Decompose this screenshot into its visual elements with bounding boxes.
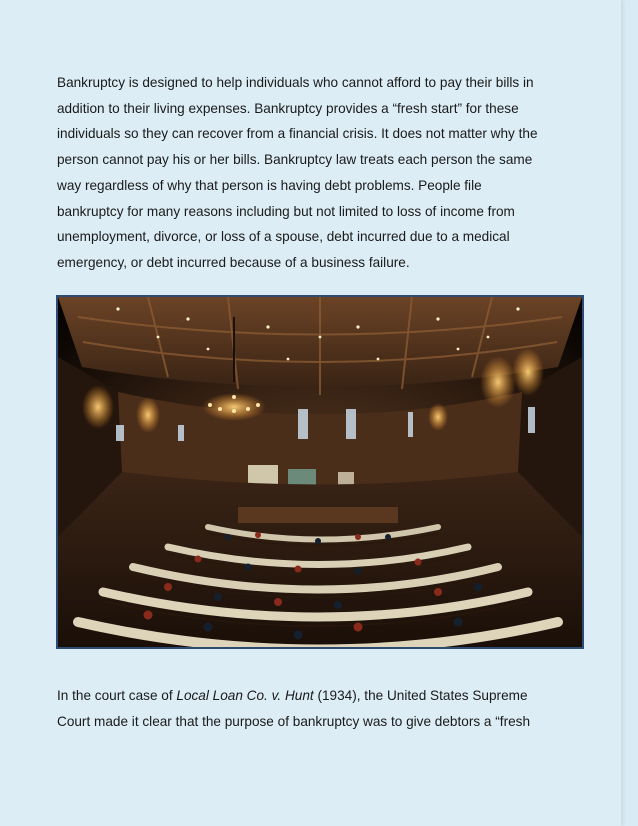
- text-line: individuals so they can recover from a financial crisis. It does not matter why the: [57, 126, 538, 142]
- text-line: unemployment, divorce, or loss of a spouse, debt incurred due to a medical: [57, 229, 510, 245]
- text-line: emergency, or debt incurred because of a business failure.: [57, 254, 410, 270]
- text-line: way regardless of why that person is having debt problems. People file: [57, 177, 482, 193]
- paragraph-bankruptcy-intro: [57, 70, 587, 276]
- text-line: bankruptcy for many reasons including but not limited to loss of income from: [57, 203, 515, 219]
- paragraph-court-case: [57, 683, 587, 734]
- legislative-chamber-photo: [56, 295, 584, 649]
- text-after-case: (1934), the United States Supreme: [313, 688, 528, 703]
- text-line: person cannot pay his or her bills. Bankruptcy law treats each person the same: [57, 152, 533, 168]
- text-line: Court made it clear that the purpose of bankruptcy was to give debtors a “fresh: [57, 713, 531, 729]
- text-line: Bankruptcy is designed to help individuals who cannot afford to pay their bills in: [57, 75, 534, 90]
- case-name: Local Loan Co. v. Hunt: [176, 688, 314, 703]
- chamber-photo-icon: [58, 297, 582, 647]
- text-line: [57, 688, 528, 703]
- text-before-case: In the court case of: [57, 688, 177, 703]
- text-line: addition to their living expenses. Bankruptcy provides a “fresh start” for these: [57, 100, 519, 116]
